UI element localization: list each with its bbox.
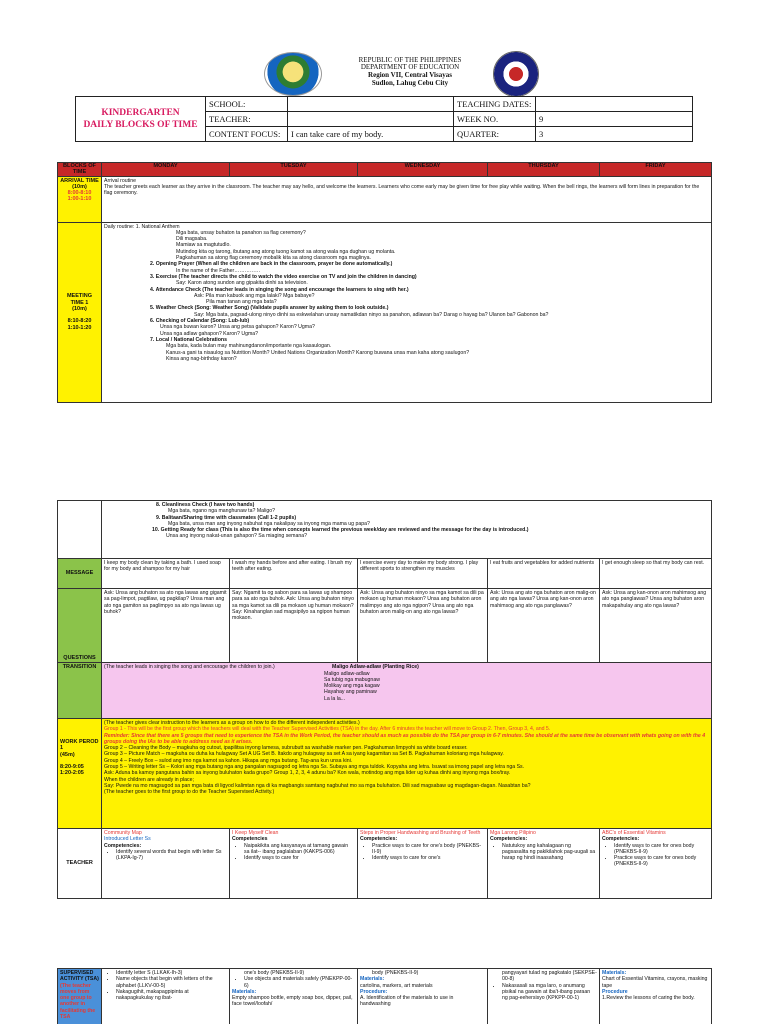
meeting-line: Dili magsaba. [176, 236, 208, 243]
supervised-wednesday [358, 969, 488, 1024]
daily-blocks-table-page2 [57, 500, 712, 899]
work-when: When the children are already in place; [104, 776, 194, 783]
message-tuesday: I wash my hands before and after eating. I brush my teeth after eating. [230, 559, 358, 589]
arrival-duration: (10m) [72, 183, 87, 190]
week-label: WEEK NO. [454, 112, 536, 127]
work-group3: Group 3 – Picture Match – magkuha ou duha ka hulagway Set A UG Set B. Itakdo ang hulagway sa set A sa iyang kagamitan sa Set B. Pagkahuman koloriang mga hulagway. [104, 751, 504, 758]
transition-song-line: La la la... [324, 695, 346, 702]
work-reminder: Reminder: Since that there are 5 groups that need to experience the TSA in the Work Period, the teacher should as much as possible do the TSA per group in 6-7 minutes. She should at the same time be observant with whats going on with the 4 groups doing the IAs to be able to address need as it arises. [104, 732, 706, 745]
work-say: Say: Pwede na mo magsugod sa pan mga bata di ligyod kalimtan nga di ka magbangis samtang nagbuhat mo sa mga buluhaton. Dili sad magsabaw ug magdagan-dagan. Nasabtan ba? [104, 782, 531, 789]
column-header-row [58, 163, 712, 177]
meeting-line: 7. Local / National Celebrations [150, 336, 227, 343]
teacher-wed-item: • Practice ways to care for one's body (PNEKBS-II-9) [372, 843, 485, 856]
supervised-mon-item: • Nakagugihit, makapagpipinta at nakapagkukulay ng ibat- [116, 989, 227, 1002]
questions-thursday: Ask: Unsa ang ato nga buhaton aron malig-on ang ato nga lawas? Unsa ang kan-onon aron mahimsog ang ato nga panglawas? [488, 589, 600, 663]
teacher-value [288, 112, 454, 127]
teacher-monday [102, 829, 230, 899]
meeting-cont-content [102, 501, 712, 559]
col-wednesday: WEDNESDAY [358, 163, 488, 177]
transition-instruction: (The teacher leads in singing the song and encourage the children to join.) [104, 664, 275, 670]
message-monday: I keep my body clean by taking a bath. I used soap for my body and shampoo for my hair [102, 559, 230, 589]
work-period-time-pm: 1:20-2:05 [60, 770, 84, 777]
work-period-content [102, 719, 712, 829]
supervised-tue-materials-label: Materials: [232, 988, 257, 995]
teacher-mon-sub: Introduced Letter Ss [104, 836, 151, 843]
meeting-row [58, 222, 712, 402]
col-thursday: THURSDAY [488, 163, 600, 177]
meeting-time-pm: 1:10-1:20 [67, 324, 92, 331]
meeting-line: Unsa nga buwan karon? Unsa ang petsa gahapon? Karon? Ugma? [160, 324, 315, 331]
supervised-tue-materials: Empty shampoo bottle, empty soap box, dipper, pail, face towel/loofah/ [232, 995, 353, 1008]
transition-label: TRANSITION [58, 663, 102, 719]
arrival-content [102, 176, 712, 222]
teacher-thu-item: • Natutukoy ang kahalagaan ng pagsasalita ng pakikilahok pag-uugali sa harap ng hindi inaasahang [502, 843, 597, 862]
meeting-cont-label-cell [58, 501, 102, 559]
transition-song-line: Hayahay ang paminaw [324, 689, 377, 696]
header-info-table [75, 96, 693, 142]
meeting-line: Say: Karon atong sundon ang gipakita dinhi sa television. [176, 280, 308, 287]
message-wednesday: I exercise every day to make my body strong. I play different sports to strengthen my muscles [358, 559, 488, 589]
meeting-line: Mutindog kita og tarong, ibutang ang atong tuong kamot sa atong wala nga dughan ug molanta. [176, 248, 396, 255]
header-department: DEPARTMENT OF EDUCATION [360, 63, 460, 71]
meeting-cont-line: 8. Cleanliness Check (I have two hands) [156, 502, 255, 508]
col-blocks-of-time: BLOCKS OF TIME [58, 163, 102, 177]
arrival-description: The teacher greets each learner as they arrive in the classroom. The teacher may say hello, and welcome the learners. Learners who come early may be given time for free play while waiting. When the bell rings, the learners will form lines in preparation for the flag ceremony. [104, 183, 700, 197]
teacher-mon-comp: Competencies: [104, 842, 142, 849]
teacher-tue-item: • Identify ways to care for [244, 855, 355, 861]
supervised-monday [102, 969, 230, 1024]
teacher-friday [600, 829, 712, 899]
arrival-row [58, 176, 712, 222]
supervised-mon-item: • Identify letter S (LLKAK-Ih-3) [116, 970, 227, 976]
meeting-line: 3. Exercise (The teacher directs the child to watch the video exercise on TV and join the children in dancing) [150, 273, 417, 280]
deped-seal-logo [493, 51, 539, 97]
teacher-row-label: TEACHER [58, 829, 102, 899]
meeting-content [102, 222, 712, 402]
supervised-thursday [488, 969, 600, 1024]
meeting-line: Ask: Pila man kabuok ang mga lalaki? Mga babaye? [194, 292, 315, 299]
meeting-line: 4. Attendance Check (The teacher leads in singing the song and encourage the learners to sing with her.) [150, 286, 409, 293]
content-focus-label: CONTENT FOCUS: [206, 127, 288, 142]
arrival-label-cell [58, 176, 102, 222]
header-republic: REPUBLIC OF THE PHILIPPINES [358, 56, 462, 64]
questions-monday: Ask: Unsa ang buhaton sa ato nga lawas ang gigamit sa pag-limpot, pagtilaw, ug pagkilap? Unsa man ang ato nga gamiton sa paglimpyo sa ato nga lawas ug buhok? [102, 589, 230, 663]
message-friday: I get enough sleep so that my body can rest. [600, 559, 712, 589]
work-period-time-am: 8:20-9:05 [60, 763, 84, 770]
work-group4: Group 4 – Freely Box – sulod ang imo nga kamot sa kahon. Hikapa ang mga butang. Tag-ana kun unsa kini. [104, 757, 353, 764]
school-label: SCHOOL: [206, 97, 288, 112]
meeting-cont-line: Mga bata, ngano nga manghunaw ta? Maligo? [168, 508, 275, 515]
supervised-label: SUPERVISED ACTIVITY (TSA) [60, 970, 99, 983]
message-label: MESSAGE [58, 559, 102, 589]
arrival-time-am: 8:00-8:10 [67, 190, 92, 197]
week-value: 9 [536, 112, 693, 127]
work-ask: Ask: Aduna ba kamoy pangutana bahin sa inyong buluhaton kada grupo? Group 1, 2, 3, 4 adunu ba? Kon wala, motindog ang mga lider ug kuhaa dinhi ang inyong mga box/tray. [104, 770, 511, 777]
supervised-thu-item: • Nakasasali sa mga laro, o anumang pisikal na gawain at iba't-ibang paraan ng pag-eehersisyo (KPKPP-00-1) [502, 983, 597, 1002]
transition-song-line: Maligo adlaw-adlaw [324, 670, 370, 677]
meeting-line: Unsa nga adlaw gahapon? Karon? Ugma? [160, 330, 259, 337]
supervised-friday [600, 969, 712, 1024]
teacher-row [58, 829, 712, 899]
meeting-cont-line: Mga bata, unsa man ang inyong nabuhat nga nakalipay sa inyong mga mama ug papa? [168, 520, 370, 527]
supervised-wed-line: body (PNEKBS-II-9) [372, 970, 419, 976]
meeting-line: Say: Mga bata, pagsad-ulong ninyo dinhi sa eskwelahan unsay namatikdan ninyo sa panahon, adlawan ba? Darag o hayag ba? Ulanon ba? Gabonon ba? [194, 311, 549, 318]
teaching-dates-label: TEACHING DATES: [454, 97, 536, 112]
supervised-fri-procedure-label: Procedure [602, 988, 628, 995]
division-seal-logo [264, 52, 322, 96]
teacher-wed-comp: Competencies: [360, 836, 398, 843]
meeting-time-am: 8:10-8:20 [67, 318, 92, 325]
supervised-fri-materials-label: Materials: [602, 970, 627, 976]
work-period-label-cell [58, 719, 102, 829]
meeting-cont-row [58, 501, 712, 559]
work-goes: (The teacher goes to the first group to do the Teacher Supervised Activity.) [104, 789, 275, 796]
teacher-tue-title: I Keep Myself Clean [232, 830, 279, 836]
work-intro: (The teacher gives clear instruction to the learners as a group on how to do the different independent activities.) [104, 720, 360, 726]
work-period-duration: (45m) [60, 751, 75, 758]
work-period-label: WORK PEROD 1 [60, 739, 99, 752]
meeting-line: Pagkahuman sa atong flag ceremony mobalik kita sa atong classroom nga maglinya. [176, 255, 371, 262]
questions-row [58, 589, 712, 663]
teacher-mon-item: • Identify several words that begin with letter Ss (LKPA-Ig-7) [116, 849, 227, 862]
meeting-line: Mga bata, unsay buhaton ta panahon sa flag ceremony? [176, 229, 306, 236]
meeting-line: 2. Opening Prayer (When all the children are back in the classroom, prayer be done automatically.) [150, 261, 393, 268]
supervised-fri-materials: Chart of Essential Vitamins, crayons, masking tape [602, 976, 708, 989]
kinder-subtitle: DAILY BLOCKS OF TIME [83, 120, 198, 130]
supervised-row [58, 969, 712, 1024]
header-address: Sudlon, Lahug Cebu City [371, 79, 449, 87]
kinder-title-cell [76, 97, 206, 142]
teacher-tue-item: • Naipakikita ang kasyanaya at tamang gawain sa ilat-- ibang paglalaban (KAKPS-006) [244, 843, 355, 856]
school-value [288, 97, 454, 112]
teacher-label: TEACHER: [206, 112, 288, 127]
col-friday: FRIDAY [600, 163, 712, 177]
supervised-tuesday [230, 969, 358, 1024]
meeting-line: 6. Checking of Calendar (Song: Lub-lub) [150, 318, 250, 325]
meeting-line: Kanus-a gani ta nisaulog sa Nutrition Month? United Nations Organization Month? Karong buwana unsa man kaha atong saulugon? [166, 349, 470, 356]
daily-blocks-table-page3 [57, 968, 712, 1024]
meeting-cont-line: 10. Getting Ready for class (This is also the time when concepts learned the previous week/day are reviewed and the message for the day is introduced.) [152, 527, 529, 534]
supervised-label-cell [58, 969, 102, 1024]
transition-song-title: Maligo Adlaw-adlaw (Planting Rice) [332, 664, 419, 671]
daily-blocks-table-page1 [57, 162, 712, 403]
transition-song-line: Molikay ang mga kagaw [324, 683, 380, 690]
header-region: Region VII, Central Visayas [368, 71, 452, 79]
teacher-tue-comp: Competencies [232, 836, 268, 843]
teaching-dates-value [536, 97, 693, 112]
arrival-label: ARRIVAL TIME [60, 177, 99, 184]
questions-label: QUESTIONS [58, 589, 102, 663]
meeting-line: Kinsa ang nag-birthday karon? [166, 355, 237, 362]
arrival-time-pm: 1:00-1:10 [67, 196, 92, 203]
teacher-fri-comp: Competencies: [602, 836, 640, 843]
message-row [58, 559, 712, 589]
meeting-label-cell [58, 222, 102, 402]
meeting-line: Daily routine: 1. National Anthem [104, 223, 180, 230]
content-focus-value: I can take care of my body. [288, 127, 454, 142]
teacher-thu-title: Mga Larong Pilipino [490, 830, 536, 836]
questions-tuesday: Say: Ngamit ta og sabon para sa lawas ug shampoo para sa ato nga buhok. Ask: Unsa ang buhaton ninyo sa mga kamot sa dili pa mokaon ug human mokaon? Say: Kinahanglan sad magsipilyo sa ngipon human mokaon. [230, 589, 358, 663]
teacher-fri-item: • Practice ways to care for ones body (PNEKBS-II-9) [614, 855, 709, 868]
supervised-mon-item: • Name objects that begin with letters of the alphabet (LLKV-00-5) [116, 976, 227, 989]
col-monday: MONDAY [102, 163, 230, 177]
teacher-wed-item: • Identify ways to care for one's [372, 855, 485, 861]
work-period-row [58, 719, 712, 829]
teacher-wed-title: Steps in Proper Handwashing and Brushing of Teeth [360, 830, 481, 836]
teacher-fri-item: • Identify ways to care for ones body (PNEKBS-II-9) [614, 843, 709, 856]
quarter-value: 3 [536, 127, 693, 142]
supervised-wed-materials-label: Materials: [360, 976, 385, 983]
message-thursday: I eat fruits and vegetables for added nutrients [488, 559, 600, 589]
supervised-wed-procedure: A. Identification of the materials to use in handwashing [360, 995, 454, 1008]
arrival-routine: Arrival routine [104, 177, 137, 184]
teacher-thursday [488, 829, 600, 899]
supervised-wed-materials: cartolina, markers, art materials [360, 982, 433, 989]
col-tuesday: TUESDAY [230, 163, 358, 177]
transition-song-line: Sa tubig nga mabugnaw [324, 676, 380, 683]
meeting-line: 5. Weather Check (Song: Weather Song) (Validate pupils answer by asking them to look outside.) [150, 305, 389, 312]
meeting-line: Mga bata, kada bulan may mahinungdanon/importante nga kasaulogan. [166, 343, 332, 350]
teacher-tuesday [230, 829, 358, 899]
supervised-wed-procedure-label: Procedure: [360, 988, 388, 995]
work-group1: Group 1 - This will be the first group which the teachers will deal with the Teacher Supervised Activities (TSA) in the day. After 6 minutes the teacher will move to Group 2. Then, Group 3, 4, and 5. [104, 726, 551, 733]
supervised-tue-item: • Use objects and materials safely (PNEKPP-00-6) [244, 976, 355, 989]
meeting-cont-line: Unsa ang inyong nakat-unan gahapon? Sa miaging semana? [166, 533, 308, 540]
teacher-mon-title: Community Map [104, 830, 142, 836]
questions-wednesday: Ask: Unsa ang buhaton ninyo sa mga kamot sa dili pa mokaon ug human mokaon? Unsa ang buhaton aron malimpyo ang ato nga ngipon? Unsa ang ato nga buhaton aron malig-on ang ato nga lawas? [358, 589, 488, 663]
teacher-wednesday [358, 829, 488, 899]
work-group5: Group 5 – Writing letter Ss – Kolori ang mga butang nga ang pangalan nagsugod og letra nga Ss. Subaya ang mga tuldok. Kopyaha ang letra. Isuwat sa imong papel ang letra nga Ss. [104, 764, 525, 771]
supervised-note: (The teacher moves from one group to another in facilitating the TSA [60, 982, 96, 1021]
questions-friday: Ask: Unsa ang kan-onon aron mahimsog ang ato nga panglawas? Unsa ang buhaton aron makapahulay ang ato nga lawas? [600, 589, 712, 663]
meeting-label: MEETING TIME 1 [66, 293, 93, 306]
supervised-thu-line: pangyayari tulad ng pagkatalo (SEKPSE-00-8) [502, 970, 597, 983]
supervised-fri-procedure: 1.Review the lessons of caring the body. [602, 995, 695, 1002]
kinder-title: KINDERGARTEN [101, 108, 180, 118]
meeting-duration: (10m) [72, 305, 87, 312]
quarter-label: QUARTER: [454, 127, 536, 142]
meeting-line: Pila man tanan ang mga bata? [206, 299, 277, 306]
meeting-line: Mamiaw sa magtutudlo. [176, 242, 231, 249]
transition-content [102, 663, 712, 719]
teacher-fri-title: ABC's of Essential Vitamins [602, 830, 666, 836]
teacher-thu-comp: Competencies: [490, 836, 528, 843]
work-group2: Group 2 – Cleaning the Body – magkuha og cutout, ipapilitsa inyong lamesa, subrubutt sa washable marker pen. Pagkahuman limpyohi sa white board eraser. [104, 745, 468, 752]
meeting-cont-line: 9. Balitaan/Sharing time with classmates (Call 1-2 pupils) [156, 514, 297, 521]
supervised-tue-line: one's body (PNEKBS-II-9) [244, 970, 305, 976]
meeting-line: In the name of the Father…………… [176, 267, 261, 274]
transition-row [58, 663, 712, 719]
